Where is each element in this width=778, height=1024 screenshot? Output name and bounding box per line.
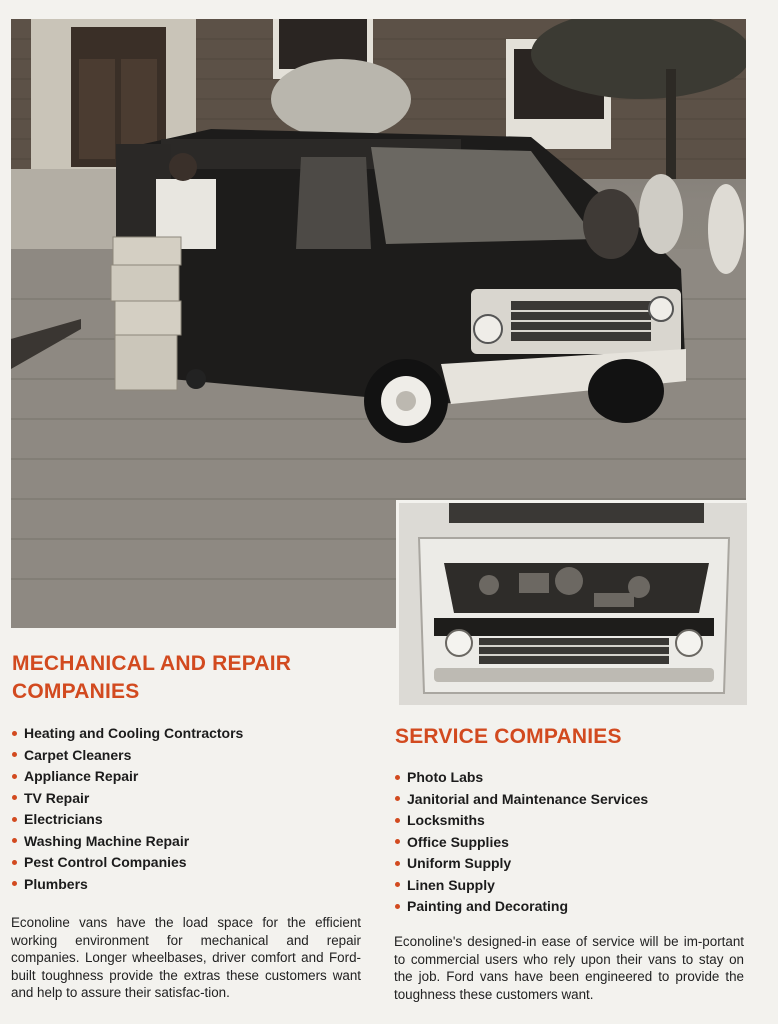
- bullet-icon: [395, 882, 400, 887]
- service-companies-body: Econoline's designed-in ease of service will be im-portant to commercial users who rely upon their vans to stay on the job. Ford vans have been engineered to provide the toughness these customers want.: [394, 934, 744, 1002]
- list-item: [395, 810, 648, 832]
- list-item-label: Office Supplies: [407, 833, 509, 850]
- list-item-label: Uniform Supply: [407, 855, 512, 871]
- list-item-label: Painting and Decorating: [407, 898, 569, 914]
- bullet-icon: [395, 839, 400, 844]
- bullet-icon: [12, 795, 17, 800]
- list-item-label: Locksmiths: [407, 812, 485, 828]
- list-item: [395, 896, 648, 918]
- list-item-label: Carpet Cleaners: [24, 746, 132, 763]
- mechanical-repair-heading: [12, 650, 372, 706]
- mechanical-repair-heading-line1: MECHANICAL AND REPAIR: [12, 652, 292, 675]
- mechanical-repair-heading-line2: COMPANIES: [12, 680, 140, 703]
- service-companies-list: [395, 767, 648, 918]
- list-item: [395, 789, 648, 811]
- list-item: [395, 875, 648, 897]
- list-item-label: TV Repair: [24, 789, 90, 806]
- list-item: [12, 831, 243, 853]
- bullet-icon: [395, 796, 400, 801]
- list-item-label: Photo Labs: [407, 769, 484, 785]
- list-item-label: Linen Supply: [407, 876, 495, 893]
- bullet-icon: [395, 904, 400, 909]
- list-item: [12, 723, 243, 745]
- mechanical-repair-list: [12, 723, 243, 895]
- bullet-icon: [12, 860, 17, 865]
- bullet-icon: [12, 817, 17, 822]
- list-item: [12, 788, 243, 810]
- bullet-icon: [12, 731, 17, 736]
- bullet-icon: [395, 861, 400, 866]
- engine-compartment-graphic: [399, 503, 747, 705]
- bullet-icon: [395, 818, 400, 823]
- list-item: [12, 852, 243, 874]
- engine-compartment-photo: [396, 500, 747, 705]
- list-item-label: Electricians: [24, 811, 103, 827]
- list-item: [395, 832, 648, 854]
- service-companies-heading: SERVICE COMPANIES: [395, 725, 622, 748]
- list-item: [12, 745, 243, 767]
- bullet-icon: [12, 838, 17, 843]
- mechanical-repair-body: Econoline vans have the load space for the efficient working environment for mechanical and repair companies. Longer wheelbases, driver comfort and Ford-built toughness provide the extras these customers want and help to assure their satisfac-tion.: [11, 915, 361, 1000]
- bullet-icon: [12, 774, 17, 779]
- list-item-label: Plumbers: [24, 875, 88, 892]
- list-item: [12, 766, 243, 788]
- list-item: [12, 809, 243, 831]
- bullet-icon: [12, 752, 17, 757]
- list-item-label: Washing Machine Repair: [24, 832, 190, 849]
- bullet-icon: [395, 775, 400, 780]
- list-item-label: Pest Control Companies: [24, 854, 187, 870]
- list-item-label: Janitorial and Maintenance Services: [407, 790, 649, 807]
- list-item: [395, 853, 648, 875]
- list-item-label: Heating and Cooling Contractors: [24, 725, 244, 741]
- list-item: [12, 874, 243, 896]
- bullet-icon: [12, 881, 17, 886]
- list-item-label: Appliance Repair: [24, 768, 139, 784]
- list-item: [395, 767, 648, 789]
